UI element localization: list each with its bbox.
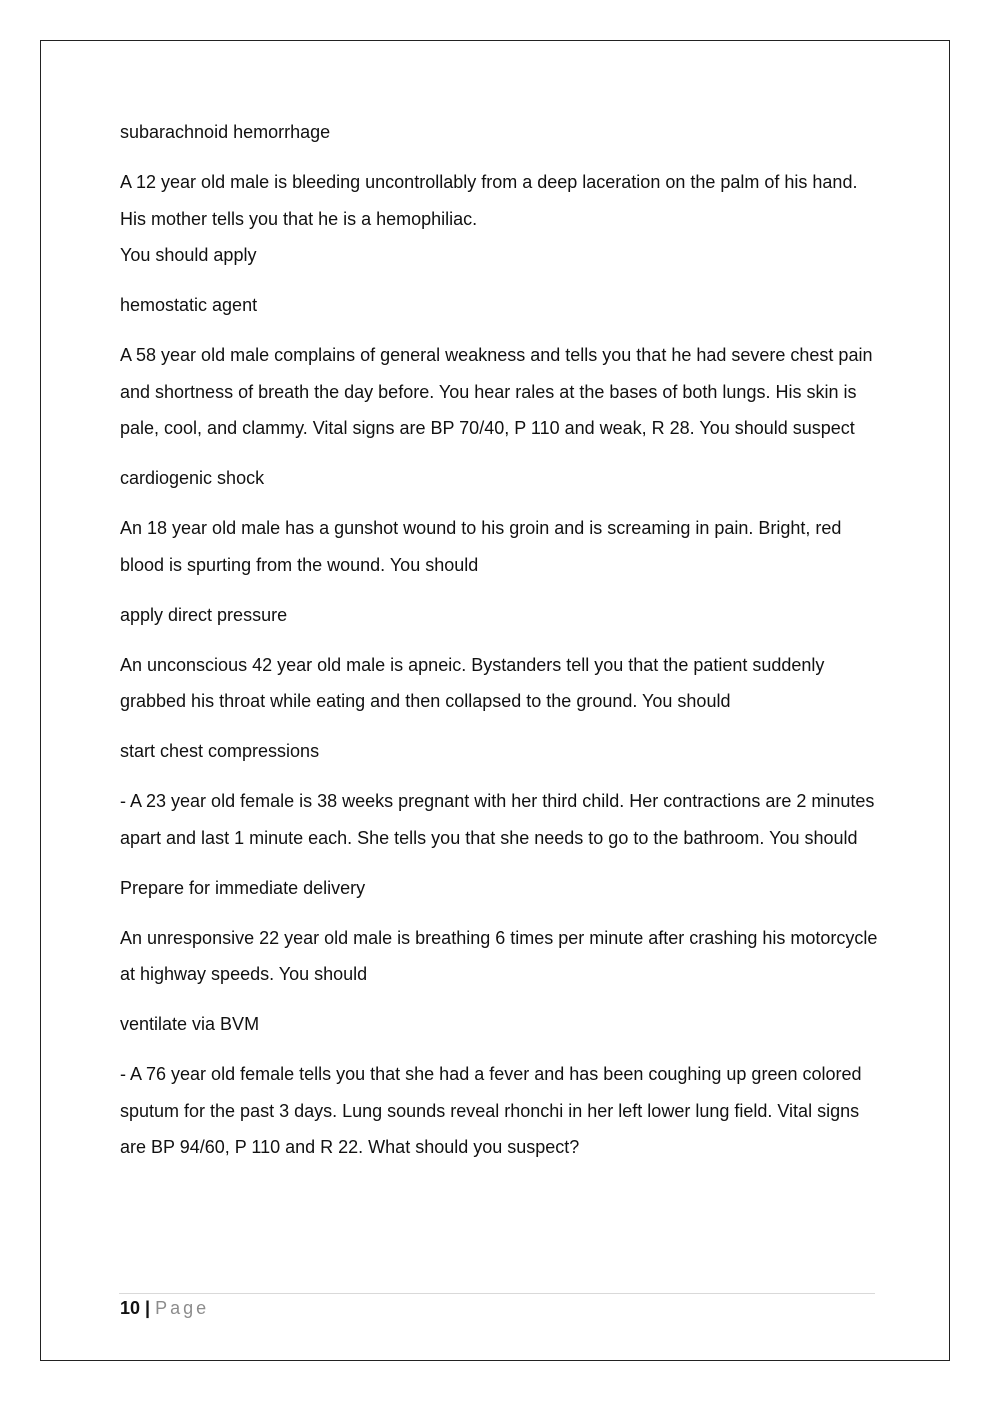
- paragraph: An unconscious 42 year old male is apneic. Bystanders tell you that the patient suddenly grabbed his throat while eating and then collapsed to the ground. You should: [120, 654, 825, 711]
- paragraph: subarachnoid hemorrhage: [120, 122, 331, 142]
- paragraph: An unresponsive 22 year old male is breathing 6 times per minute after crashing his motorcycle at highway speeds. You should: [120, 927, 878, 984]
- page-separator: |: [145, 1298, 151, 1318]
- paragraph: An 18 year old male has a gunshot wound to his groin and is screaming in pain. Bright, red blood is spurting from the wound. You should: [120, 518, 842, 575]
- document-body: [120, 114, 880, 1179]
- paragraph: - A 23 year old female is 38 weeks pregnant with her third child. Her contractions are 2 minutes apart and last 1 minute each. She tells you that she needs to go to the bathroom. You should: [120, 791, 875, 848]
- paragraph: A 12 year old male is bleeding uncontrollably from a deep laceration on the palm of his hand. His mother tells you that he is a hemophiliac.: [120, 172, 858, 229]
- paragraph: A 58 year old male complains of general weakness and tells you that he had severe chest pain and shortness of breath the day before. You hear rales at the bases of both lungs. His skin is pale, cool, and clammy. Vital signs are BP 70/40, P 110 and weak, R 28. You should suspect: [120, 345, 873, 438]
- paragraph: hemostatic agent: [120, 295, 258, 315]
- paragraph: You should apply: [120, 245, 257, 265]
- paragraph: cardiogenic shock: [120, 468, 265, 488]
- footer-divider: [119, 1293, 875, 1294]
- page-number: 10: [120, 1298, 141, 1318]
- paragraph: Prepare for immediate delivery: [120, 877, 366, 898]
- page-footer: [120, 1296, 209, 1320]
- paragraph: - A 76 year old female tells you that she had a fever and has been coughing up green colored sputum for the past 3 days. Lung sounds reveal rhonchi in her left lower lung field. Vital signs are BP 94/60, P 110 and R 22. What should you suspect?: [120, 1064, 862, 1157]
- paragraph: apply direct pressure: [120, 604, 288, 625]
- paragraph: start chest compressions: [120, 741, 320, 761]
- paragraph: ventilate via BVM: [120, 1014, 260, 1034]
- page-label: Page: [155, 1298, 210, 1318]
